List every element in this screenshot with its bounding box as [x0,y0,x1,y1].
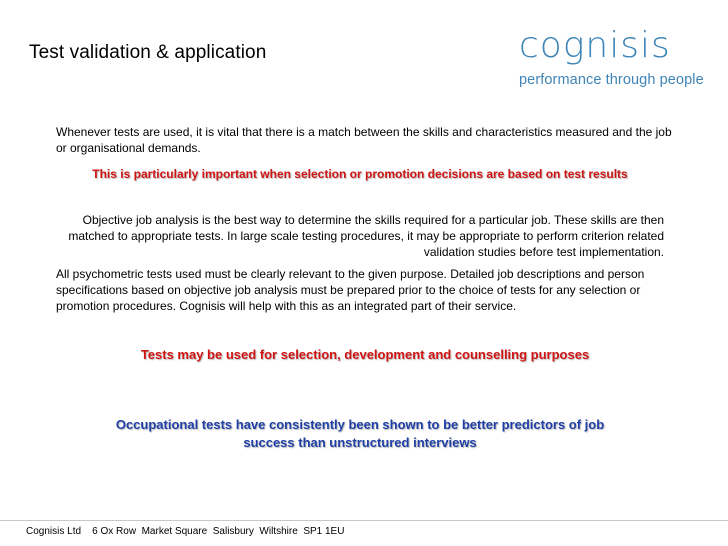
paragraph-psychometric-relevance: All psychometric tests used must be clearly relevant to the given purpose. Detailed job descriptions and person specifications based on objective job analysis must be prepared prior to the choice of tests for any selection or promotion procedures. Cognisis will help with this as an integrated part of their service. [56,267,645,313]
footer-address: Cognisis Ltd 6 Ox Row Market Square Salisbury Wiltshire SP1 1EU [26,526,345,537]
emphasis-selection-promotion: This is particularly important when selection or promotion decisions are based on test results [92,167,628,181]
slide-title: Test validation & application [29,42,267,63]
emphasis-predictors: Occupational tests have consistently been shown to be better predictors of job success than unstructured interviews [115,417,605,450]
logo-wordmark: cognisis [519,25,671,66]
footer-divider [0,520,728,521]
logo-tagline: performance through people [519,72,704,88]
cognisis-logo [519,25,709,88]
emphasis-test-purposes: Tests may be used for selection, development and counselling purposes [140,347,590,362]
paragraph-test-match: Whenever tests are used, it is vital that there is a match between the skills and characteristics measured and the job or organisational demands. [56,125,672,155]
paragraph-job-analysis: Objective job analysis is the best way to determine the skills required for a particular job. These skills are then matched to appropriate tests. In large scale testing procedures, it may be appropriate to perform criterion related validation studies before test implementation. [68,213,664,259]
